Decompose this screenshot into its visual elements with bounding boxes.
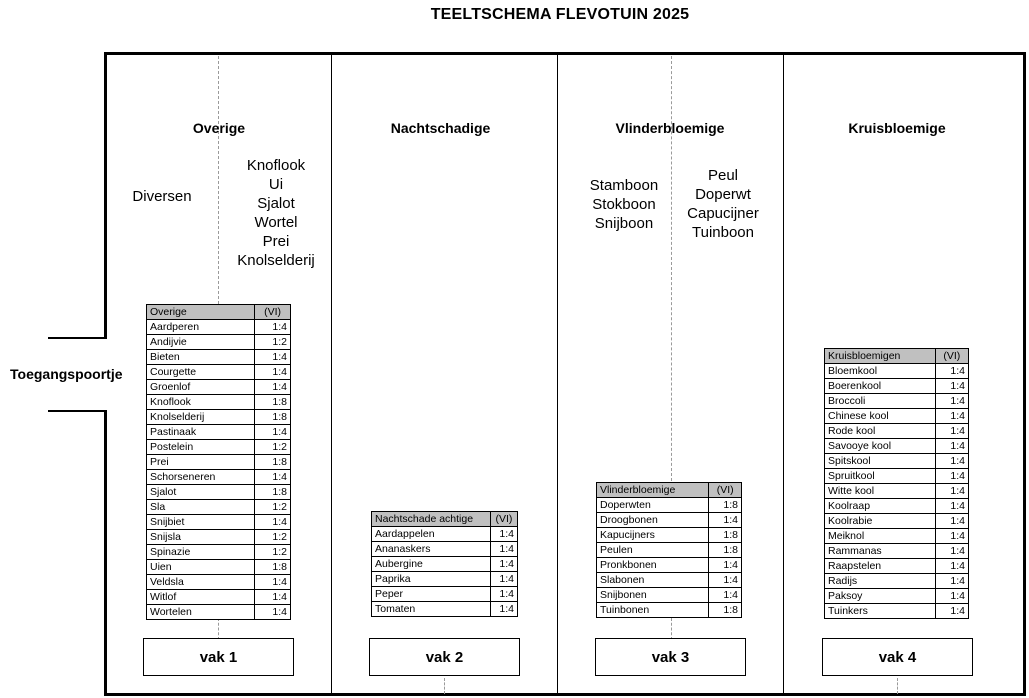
table-row	[597, 498, 742, 513]
plant-list-vlinder-right	[678, 166, 768, 242]
crop-name-cell: Chinese kool	[825, 409, 936, 424]
table-row	[825, 394, 969, 409]
crop-ratio-cell: 1:8	[709, 498, 742, 513]
crop-name-cell: Sjalot	[147, 485, 255, 500]
crop-ratio-cell: 1:4	[935, 439, 968, 454]
crop-ratio-cell: 1:4	[255, 590, 291, 605]
plant-list-overige-left	[120, 187, 204, 206]
crop-name-cell: Andijvie	[147, 335, 255, 350]
table-row	[597, 558, 742, 573]
table-row	[372, 527, 518, 542]
column-header-crop: Overige	[147, 305, 255, 320]
table-row	[825, 439, 969, 454]
crop-ratio-cell: 1:4	[255, 470, 291, 485]
crop-ratio-cell: 1:4	[490, 587, 517, 602]
table-row	[372, 587, 518, 602]
table-row	[147, 605, 291, 620]
table-row	[147, 350, 291, 365]
column-header-crop: Vlinderbloemige	[597, 483, 709, 498]
crop-ratio-cell: 1:8	[255, 395, 291, 410]
crop-ratio-cell: 1:2	[255, 545, 291, 560]
crop-ratio-cell: 1:4	[490, 557, 517, 572]
table-row	[147, 335, 291, 350]
table-row	[825, 604, 969, 619]
crop-ratio-cell: 1:4	[935, 574, 968, 589]
crop-name-cell: Snijbiet	[147, 515, 255, 530]
crop-name-cell: Postelein	[147, 440, 255, 455]
crop-name-cell: Droogbonen	[597, 513, 709, 528]
table-row	[825, 514, 969, 529]
table-row	[147, 455, 291, 470]
crop-name-cell: Schorseneren	[147, 470, 255, 485]
table-header-row	[597, 483, 742, 498]
vak-3-label: vak 3	[595, 638, 746, 676]
table-row	[147, 560, 291, 575]
table-row	[147, 515, 291, 530]
crop-ratio-cell: 1:4	[935, 364, 968, 379]
crop-ratio-cell: 1:8	[255, 560, 291, 575]
crop-name-cell: Knoflook	[147, 395, 255, 410]
crop-name-cell: Slabonen	[597, 573, 709, 588]
table-row	[825, 589, 969, 604]
crop-ratio-cell: 1:4	[935, 424, 968, 439]
crop-ratio-cell: 1:2	[255, 530, 291, 545]
crop-ratio-cell: 1:4	[255, 515, 291, 530]
table-row	[597, 588, 742, 603]
gate-line-bottom	[48, 410, 107, 412]
crop-name-cell: Savooye kool	[825, 439, 936, 454]
crop-table-vlinderbloemige	[596, 482, 742, 618]
table-row	[825, 364, 969, 379]
plant-name: Tuinboon	[692, 224, 754, 241]
crop-name-cell: Broccoli	[825, 394, 936, 409]
crop-name-cell: Prei	[147, 455, 255, 470]
table-row	[147, 575, 291, 590]
crop-ratio-cell: 1:4	[935, 454, 968, 469]
table-header-row	[372, 512, 518, 527]
crop-ratio-cell: 1:4	[935, 484, 968, 499]
crop-ratio-cell: 1:4	[935, 394, 968, 409]
crop-name-cell: Rammanas	[825, 544, 936, 559]
table-row	[597, 573, 742, 588]
table-row	[825, 379, 969, 394]
plant-name: Wortel	[254, 214, 298, 231]
plant-list-vlinder-left	[580, 176, 668, 233]
crop-name-cell: Bloemkool	[825, 364, 936, 379]
divider-3-4	[783, 52, 784, 696]
crop-ratio-cell: 1:4	[255, 320, 291, 335]
plant-name: Stamboon	[589, 177, 659, 194]
crop-ratio-cell: 1:4	[709, 513, 742, 528]
crop-name-cell: Radijs	[825, 574, 936, 589]
crop-ratio-cell: 1:4	[709, 558, 742, 573]
crop-name-cell: Wortelen	[147, 605, 255, 620]
crop-ratio-cell: 1:8	[255, 485, 291, 500]
column-header-ratio: (VI)	[709, 483, 742, 498]
crop-name-cell: Courgette	[147, 365, 255, 380]
crop-name-cell: Paprika	[372, 572, 491, 587]
section-heading-nachtschadige: Nachtschadige	[390, 120, 491, 136]
left-border-top	[104, 52, 107, 338]
crop-ratio-cell: 1:8	[255, 455, 291, 470]
crop-name-cell: Spitskool	[825, 454, 936, 469]
table-row	[825, 454, 969, 469]
crop-ratio-cell: 1:2	[255, 500, 291, 515]
vak-4-label: vak 4	[822, 638, 973, 676]
crop-ratio-cell: 1:4	[490, 572, 517, 587]
crop-ratio-cell: 1:4	[255, 575, 291, 590]
crop-ratio-cell: 1:4	[490, 542, 517, 557]
table-row	[147, 500, 291, 515]
table-row	[825, 529, 969, 544]
crop-ratio-cell: 1:8	[709, 528, 742, 543]
table-row	[825, 469, 969, 484]
vak-2-label: vak 2	[369, 638, 520, 676]
crop-name-cell: Bieten	[147, 350, 255, 365]
crop-name-cell: Groenlof	[147, 380, 255, 395]
table-row	[147, 485, 291, 500]
plant-name: Peul	[707, 167, 739, 184]
page-title: TEELTSCHEMA FLEVOTUIN 2025	[430, 6, 690, 23]
section-heading-kruisbloemige: Kruisbloemige	[848, 120, 946, 136]
crop-name-cell: Peper	[372, 587, 491, 602]
dashed-center-line	[444, 678, 445, 694]
crop-name-cell: Ananaskers	[372, 542, 491, 557]
table-row	[147, 380, 291, 395]
crop-table-kruisbloemige	[824, 348, 969, 619]
crop-ratio-cell: 1:4	[255, 365, 291, 380]
crop-name-cell: Tuinbonen	[597, 603, 709, 618]
table-row	[597, 603, 742, 618]
crop-name-cell: Raapstelen	[825, 559, 936, 574]
crop-name-cell: Boerenkool	[825, 379, 936, 394]
crop-name-cell: Kapucijners	[597, 528, 709, 543]
column-header-crop: Nachtschade achtige	[372, 512, 491, 527]
crop-name-cell: Witlof	[147, 590, 255, 605]
crop-table-nachtschadige	[371, 511, 518, 617]
crop-name-cell: Tomaten	[372, 602, 491, 617]
crop-name-cell: Paksoy	[825, 589, 936, 604]
table-header-row	[825, 349, 969, 364]
table-row	[147, 545, 291, 560]
crop-ratio-cell: 1:4	[255, 350, 291, 365]
crop-name-cell: Doperwten	[597, 498, 709, 513]
crop-name-cell: Aubergine	[372, 557, 491, 572]
crop-name-cell: Koolraap	[825, 499, 936, 514]
crop-table-overige	[146, 304, 291, 620]
divider-2-3	[557, 52, 558, 696]
plant-name: Knolselderij	[237, 252, 315, 269]
crop-name-cell: Tuinkers	[825, 604, 936, 619]
crop-ratio-cell: 1:4	[255, 605, 291, 620]
crop-name-cell: Uien	[147, 560, 255, 575]
table-row	[825, 499, 969, 514]
column-header-ratio: (VI)	[490, 512, 517, 527]
table-row	[372, 557, 518, 572]
divider-1-2	[331, 52, 332, 696]
table-row	[147, 440, 291, 455]
table-row	[147, 320, 291, 335]
table-row	[597, 543, 742, 558]
plant-name: Capucijner	[687, 205, 759, 222]
crop-ratio-cell: 1:4	[255, 425, 291, 440]
dashed-center-line	[218, 56, 219, 304]
table-row	[372, 602, 518, 617]
crop-name-cell: Snijsla	[147, 530, 255, 545]
crop-name-cell: Sla	[147, 500, 255, 515]
crop-name-cell: Pastinaak	[147, 425, 255, 440]
vak-1-label: vak 1	[143, 638, 294, 676]
table-row	[825, 424, 969, 439]
crop-ratio-cell: 1:4	[709, 588, 742, 603]
crop-ratio-cell: 1:4	[935, 409, 968, 424]
crop-name-cell: Koolrabie	[825, 514, 936, 529]
table-row	[147, 365, 291, 380]
table-row	[825, 544, 969, 559]
table-row	[147, 425, 291, 440]
plant-name: Diversen	[132, 188, 192, 205]
crop-name-cell: Spruitkool	[825, 469, 936, 484]
table-row	[147, 395, 291, 410]
plant-name: Stokboon	[592, 196, 656, 213]
crop-ratio-cell: 1:4	[935, 559, 968, 574]
dashed-center-line	[218, 618, 219, 640]
crop-name-cell: Peulen	[597, 543, 709, 558]
crop-name-cell: Knolselderij	[147, 410, 255, 425]
column-header-ratio: (VI)	[935, 349, 968, 364]
section-heading-vlinderbloemige: Vlinderbloemige	[615, 120, 725, 136]
crop-name-cell: Meiknol	[825, 529, 936, 544]
table-row	[597, 528, 742, 543]
table-row	[147, 410, 291, 425]
crop-ratio-cell: 1:4	[935, 514, 968, 529]
plant-name: Prei	[262, 233, 290, 250]
crop-ratio-cell: 1:4	[935, 499, 968, 514]
crop-name-cell: Veldsla	[147, 575, 255, 590]
dashed-center-line	[897, 678, 898, 694]
crop-ratio-cell: 1:4	[935, 469, 968, 484]
table-row	[147, 530, 291, 545]
crop-name-cell: Spinazie	[147, 545, 255, 560]
crop-ratio-cell: 1:4	[709, 573, 742, 588]
crop-ratio-cell: 1:4	[935, 529, 968, 544]
table-row	[147, 590, 291, 605]
crop-ratio-cell: 1:8	[255, 410, 291, 425]
gate-line-top	[48, 337, 107, 339]
table-row	[147, 470, 291, 485]
table-row	[597, 513, 742, 528]
crop-name-cell: Aardappelen	[372, 527, 491, 542]
crop-name-cell: Rode kool	[825, 424, 936, 439]
column-header-crop: Kruisbloemigen	[825, 349, 936, 364]
crop-name-cell: Pronkbonen	[597, 558, 709, 573]
table-row	[372, 572, 518, 587]
left-border-bottom	[104, 411, 107, 696]
table-row	[825, 484, 969, 499]
crop-ratio-cell: 1:2	[255, 335, 291, 350]
table-header-row	[147, 305, 291, 320]
crop-name-cell: Snijbonen	[597, 588, 709, 603]
plant-list-overige-right	[226, 156, 326, 270]
table-row	[825, 574, 969, 589]
plant-name: Doperwt	[695, 186, 751, 203]
crop-ratio-cell: 1:8	[709, 543, 742, 558]
plant-name: Snijboon	[594, 215, 654, 232]
table-row	[372, 542, 518, 557]
table-row	[825, 559, 969, 574]
crop-ratio-cell: 1:4	[255, 380, 291, 395]
crop-ratio-cell: 1:4	[935, 379, 968, 394]
table-row	[825, 409, 969, 424]
crop-ratio-cell: 1:2	[255, 440, 291, 455]
crop-ratio-cell: 1:4	[935, 604, 968, 619]
crop-name-cell: Witte kool	[825, 484, 936, 499]
section-heading-overige: Overige	[192, 120, 246, 136]
dashed-center-line	[671, 618, 672, 640]
plant-name: Ui	[268, 176, 284, 193]
crop-ratio-cell: 1:4	[490, 602, 517, 617]
crop-ratio-cell: 1:8	[709, 603, 742, 618]
crop-name-cell: Aardperen	[147, 320, 255, 335]
crop-ratio-cell: 1:4	[490, 527, 517, 542]
crop-ratio-cell: 1:4	[935, 589, 968, 604]
column-header-ratio: (VI)	[255, 305, 291, 320]
plant-name: Knoflook	[246, 157, 306, 174]
crop-ratio-cell: 1:4	[935, 544, 968, 559]
plant-name: Sjalot	[257, 195, 295, 212]
gate-label: Toegangspoortje	[10, 366, 123, 382]
